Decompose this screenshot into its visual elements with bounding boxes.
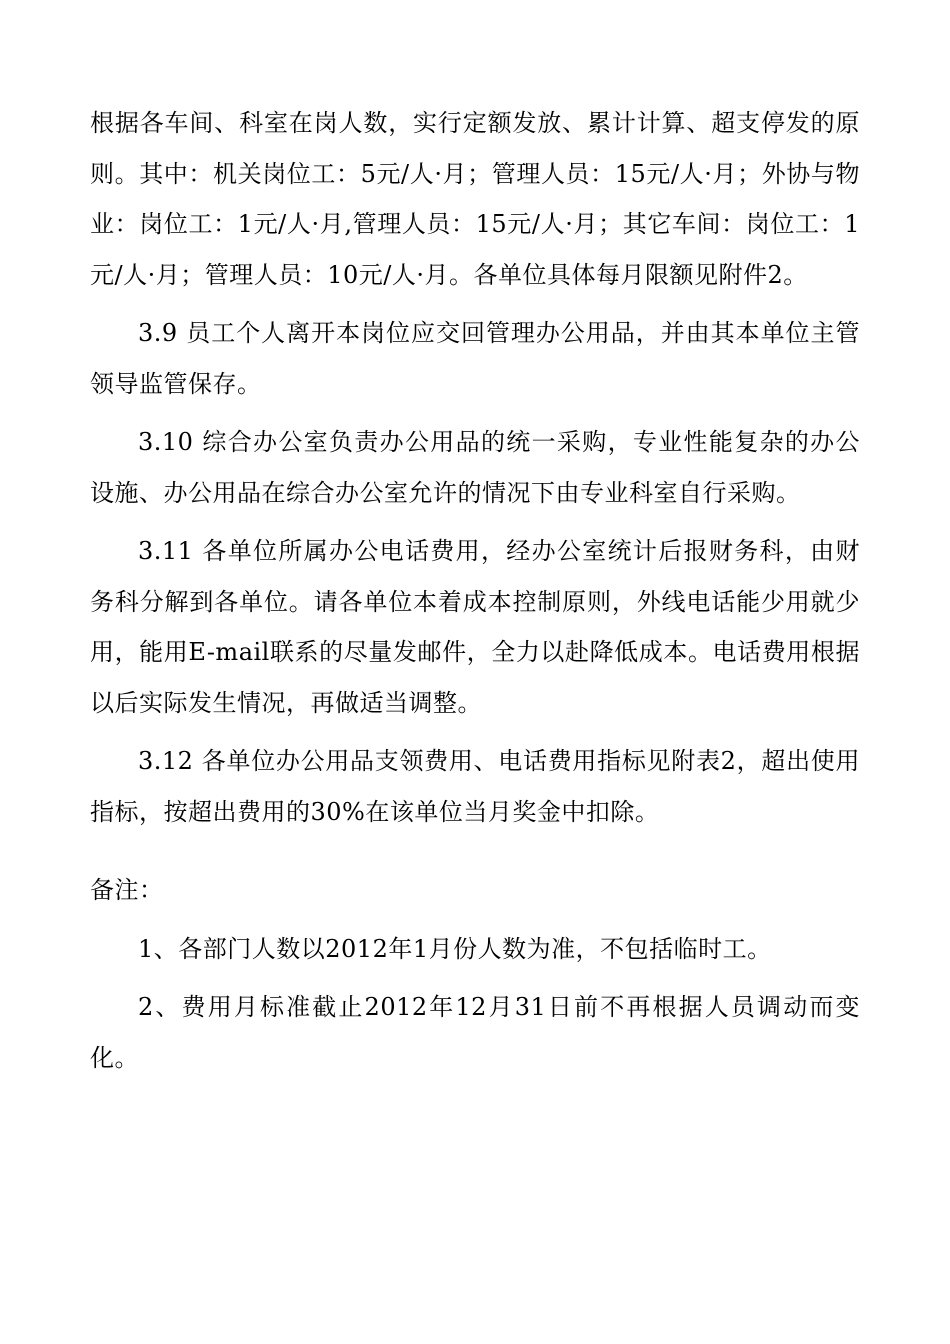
note-title: 备注： [90,876,164,904]
paragraph-3-11: 3.11 各单位所属办公电话费用，经办公室统计后报财务科，由财务科分解到各单位。请各单位本着成本控制原则，外线电话能少用就少用，能用E-mail联系的尽量发邮件，全力以赴降低成本。电话费用根据以后实际发生情况，再做适当调整。 [90,537,860,717]
paragraph-3-10: 3.10 综合办公室负责办公用品的统一采购，专业性能复杂的办公设施、办公用品在综合办公室允许的情况下由专业科室自行采购。 [90,428,860,507]
document-page [90,98,860,1083]
paragraph-3-12: 3.12 各单位办公用品支领费用、电话费用指标见附表2，超出使用指标，按超出费用的30%在该单位当月奖金中扣除。 [90,747,860,826]
note-item-2: 2、费用月标准截止2012年12月31日前不再根据人员调动而变化。 [90,993,860,1072]
paragraph-3-9: 3.9 员工个人离开本岗位应交回管理办公用品，并由其本单位主管领导监管保存。 [90,319,860,398]
note-item-1: 1、各部门人数以2012年1月份人数为准，不包括临时工。 [138,934,772,963]
paragraph-continuation: 根据各车间、科室在岗人数，实行定额发放、累计计算、超支停发的原则。其中：机关岗位工：5元/人·月；管理人员：15元/人·月；外协与物业：岗位工：1元/人·月,管理人员：15元/人·月；其它车间：岗位工：1元/人·月；管理人员：10元/人·月。各单位具体每月限额见附件2。 [90,109,860,289]
